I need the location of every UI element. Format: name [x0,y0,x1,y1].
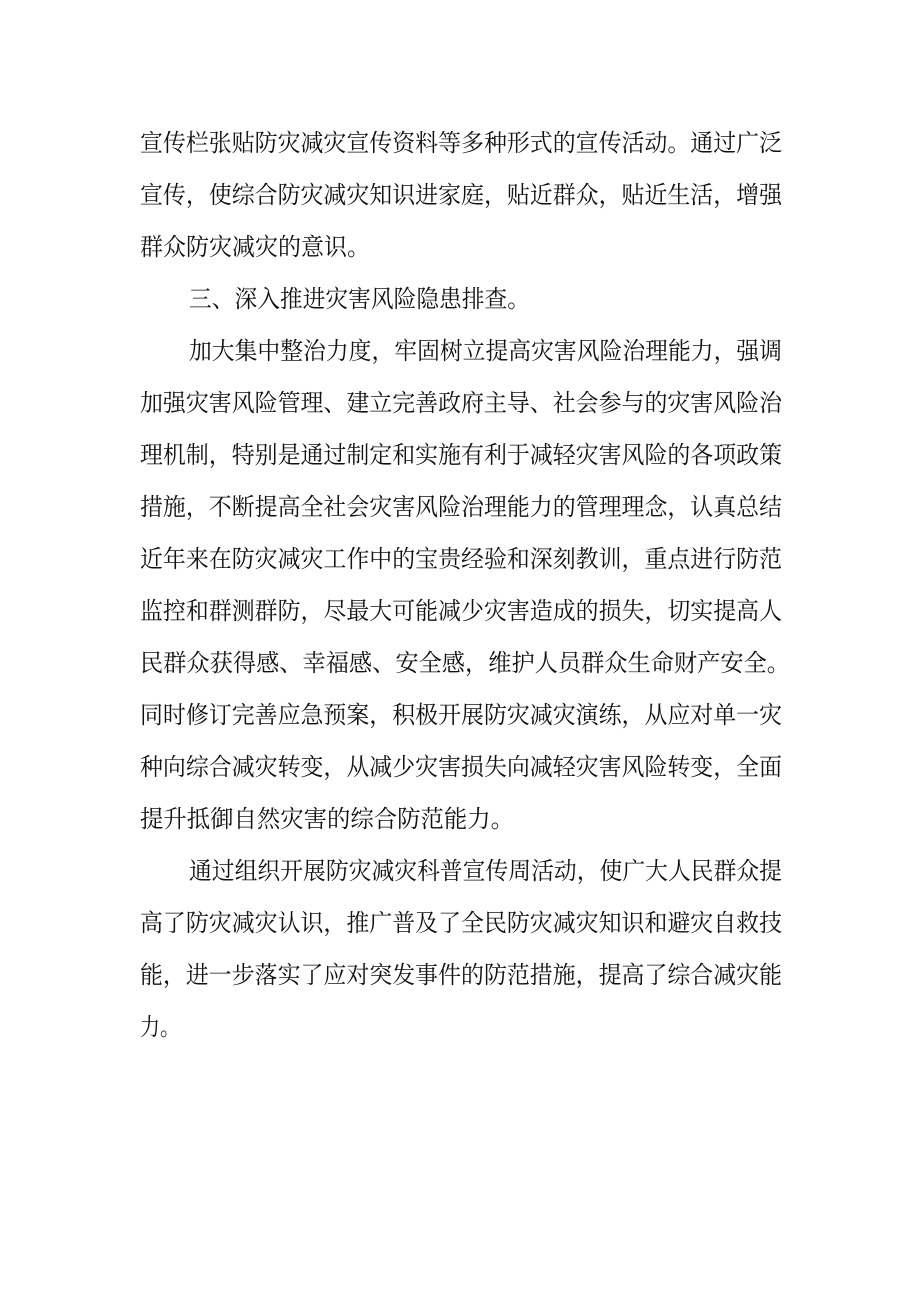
text-line: 措施，不断提高全社会灾害风险治理能力的管理理念，认真总结 [140,493,783,521]
text-line: 理机制，特别是通过制定和实施有利于减轻灾害风险的各项政策 [140,441,783,469]
text-line: 群众防灾减灾的意识。 [140,233,370,261]
text-line: 种向综合减灾转变，从减少灾害损失向减轻灾害风险转变，全面 [140,753,783,781]
text-line: 高了防灾减灾认识，推广普及了全民防灾减灾知识和避灾自救技 [140,909,783,937]
text-line: 宣传，使综合防灾减灾知识进家庭，贴近群众，贴近生活，增强 [140,181,783,209]
text-line: 通过组织开展防灾减灾科普宣传周活动，使广大人民群众提 [189,857,782,885]
text-line: 监控和群测群防，尽最大可能减少灾害造成的损失，切实提高人 [140,597,783,625]
text-line: 力。 [140,1013,180,1041]
text-line: 能，进一步落实了应对突发事件的防范措施，提高了综合减灾能 [140,961,783,989]
section-heading: 三、深入推进灾害风险隐患排查。 [189,285,530,313]
text-line: 近年来在防灾减灾工作中的宝贵经验和深刻教训，重点进行防范 [140,545,783,573]
text-line: 加大集中整治力度，牢固树立提高灾害风险治理能力，强调 [189,337,782,365]
text-line: 提升抵御自然灾害的综合防范能力。 [140,805,515,833]
text-line: 加强灾害风险管理、建立完善政府主导、社会参与的灾害风险治 [140,389,783,417]
text-line: 民群众获得感、幸福感、安全感，维护人员群众生命财产安全。 [140,649,791,677]
text-line: 宣传栏张贴防灾减灾宣传资料等多种形式的宣传活动。通过广泛 [140,129,783,157]
text-line: 同时修订完善应急预案，积极开展防灾减灾演练，从应对单一灾 [140,701,783,729]
